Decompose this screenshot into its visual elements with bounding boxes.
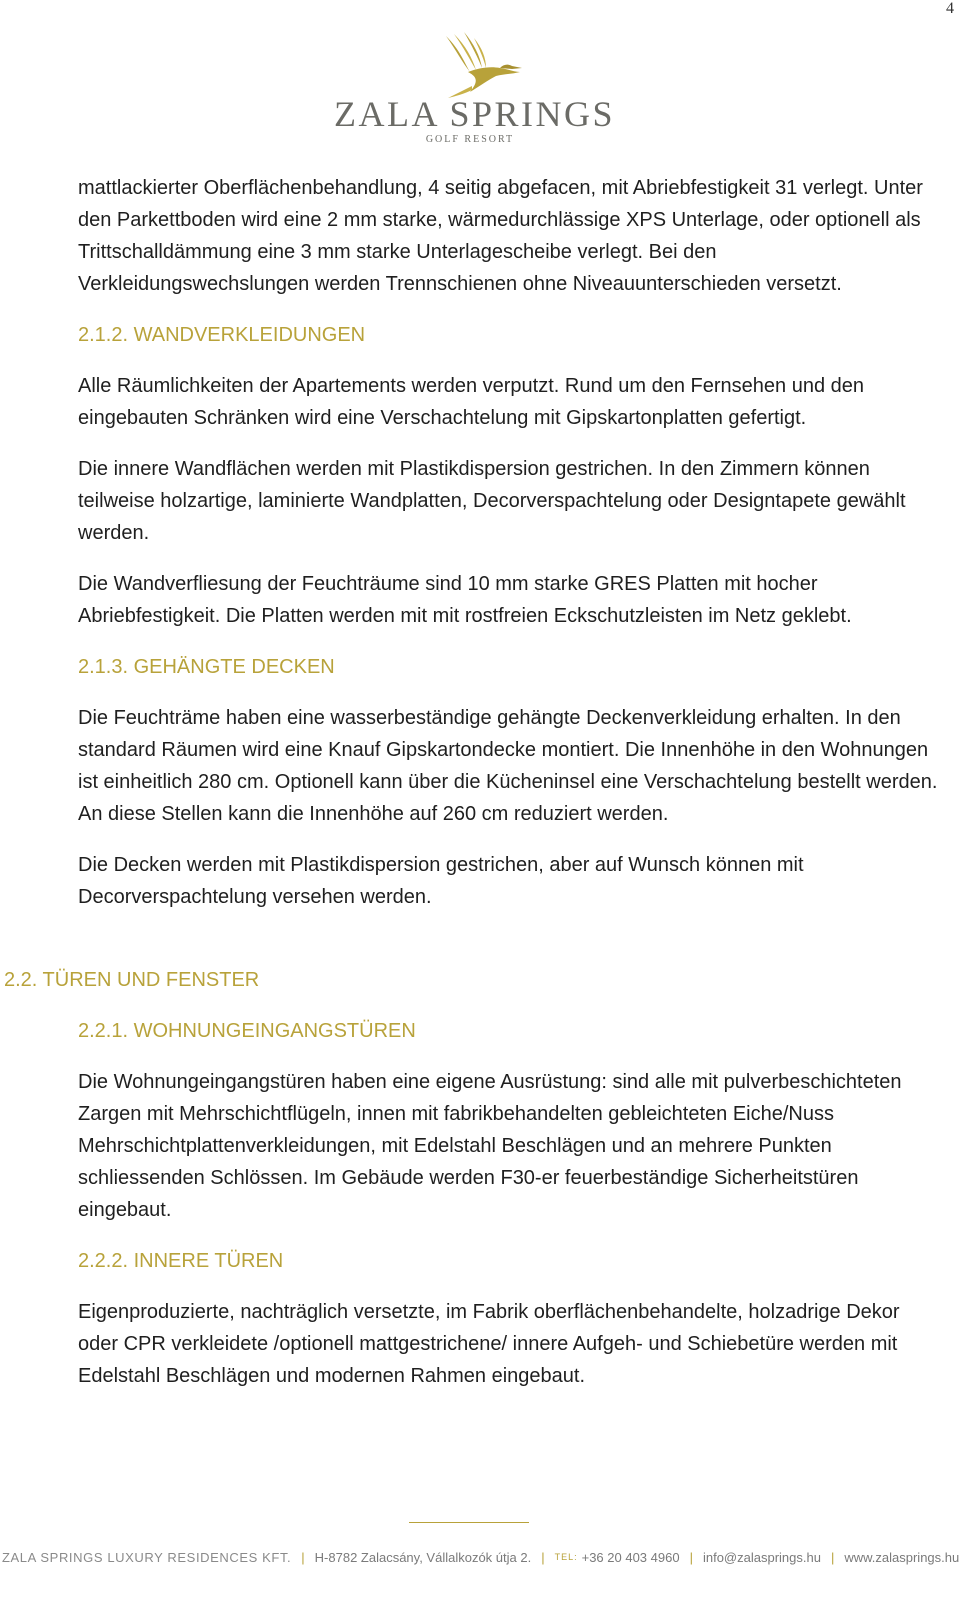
- heading-2-1-3-suspended-ceilings: 2.1.3. GEHÄNGTE DECKEN: [78, 656, 335, 678]
- footer-divider: [409, 1522, 529, 1523]
- footer-separator: |: [301, 1549, 305, 1565]
- document-body: [4, 172, 938, 1411]
- footer-phone: +36 20 403 4960: [581, 1549, 680, 1565]
- paragraph-flooring-continued: mattlackierter Oberflächenbehandlung, 4 seitig abgefacen, mit Abriebfestigkeit 31 verlegt. Unter den Parkettboden wird eine 2 mm starke, wärmedurchlässige XPS Unterlage, oder optionell als Trittschalldämmung eine 3 mm starke Unterlagescheibe verlegt. Bei den Verkleidungswechslungen werden Trennschienen ohne Niveauunterschieden versetzt.: [78, 177, 923, 295]
- footer-email: info@zalasprings.hu: [702, 1549, 821, 1565]
- page-footer: [0, 1545, 960, 1569]
- paragraph-interior-doors: Eigenproduzierte, nachträglich versetzte, im Fabrik oberflächenbehandelte, holzadrige Dekor oder CPR verkleidete /optionell mattgestrichene/ innere Aufgeh- und Schiebetüre werden mit Edelstahl Beschlägen und modernen Rahmen eingebaut.: [78, 1301, 900, 1387]
- footer-address: H-8782 Zalacsány, Vállalkozók útja 2.: [314, 1549, 532, 1565]
- paragraph-wall-tiling: Die Wandverfliesung der Feuchträume sind 10 mm starke GRES Platten mit hocher Abriebfestigkeit. Die Platten werden mit mit rostfreien Eckschutzleisten im Netz geklebt.: [78, 573, 852, 627]
- paragraph-entrance-doors: Die Wohnungeingangstüren haben eine eigene Ausrüstung: sind alle mit pulverbeschichteten Zargen mit Mehrschichtflügeln, innen mit fabrikbehandelten gebleichteten Eiche/Nuss Mehrschichtplattenverkleidungen, mit Edelstahl Beschlägen und an mehrere Punkten schliessenden Schlössen. Im Gebäude werden F30-er feuerbeständige Sicherheitstüren eingebaut.: [78, 1071, 902, 1221]
- paragraph-plastering: Alle Räumlichkeiten der Apartements werden verputzt. Rund um den Fernsehen und den eingebauten Schränken wird eine Verschachtelung mit Gipskartonplatten gefertigt.: [78, 375, 865, 429]
- footer-separator: |: [541, 1549, 545, 1565]
- heading-2-2-1-entrance-doors: 2.2.1. WOHNUNGEINGANGSTÜREN: [78, 1020, 416, 1042]
- paragraph-ceiling-cladding: Die Feuchträme haben eine wasserbeständige gehängte Deckenverkleidung erhalten. In den standard Räumen wird eine Knauf Gipskartondecke montiert. Die Innenhöhe in den Wohnungen ist einheitlich 280 cm. Optionell kann über die Kücheninsel eine Verschachtelung bestellt werden. An diese Stellen kann die Innenhöhe auf 260 cm reduziert werden.: [78, 707, 938, 825]
- footer-website: www.zalasprings.hu: [844, 1549, 960, 1565]
- heading-2-1-2-wall-cladding: 2.1.2. WANDVERKLEIDUNGEN: [78, 324, 366, 346]
- footer-separator: |: [830, 1549, 835, 1565]
- logo-subtitle-text: GOLF RESORT: [425, 134, 515, 145]
- logo-brand-text: ZALA SPRINGS: [334, 94, 616, 134]
- page-number: 4: [946, 0, 954, 17]
- heading-2-2-2-interior-doors: 2.2.2. INNERE TÜREN: [78, 1250, 284, 1272]
- bird-logo-icon: [434, 32, 524, 100]
- footer-separator: |: [689, 1549, 693, 1565]
- footer-company: ZALA SPRINGS LUXURY RESIDENCES KFT.: [2, 1549, 292, 1565]
- footer-tel-label: TEL:: [554, 1552, 578, 1562]
- paragraph-wall-painting: Die innere Wandflächen werden mit Plastikdispersion gestrichen. In den Zimmern können teilweise holzartige, laminierte Wandplatten, Decorverspachtelung oder Designtapete gewählt werden.: [78, 458, 906, 544]
- company-logo: [334, 32, 616, 148]
- heading-2-2-doors-and-windows: 2.2. TÜREN UND FENSTER: [4, 969, 260, 991]
- paragraph-ceiling-painting: Die Decken werden mit Plastikdispersion gestrichen, aber auf Wunsch können mit Decorverspachtelung versehen werden.: [78, 854, 804, 908]
